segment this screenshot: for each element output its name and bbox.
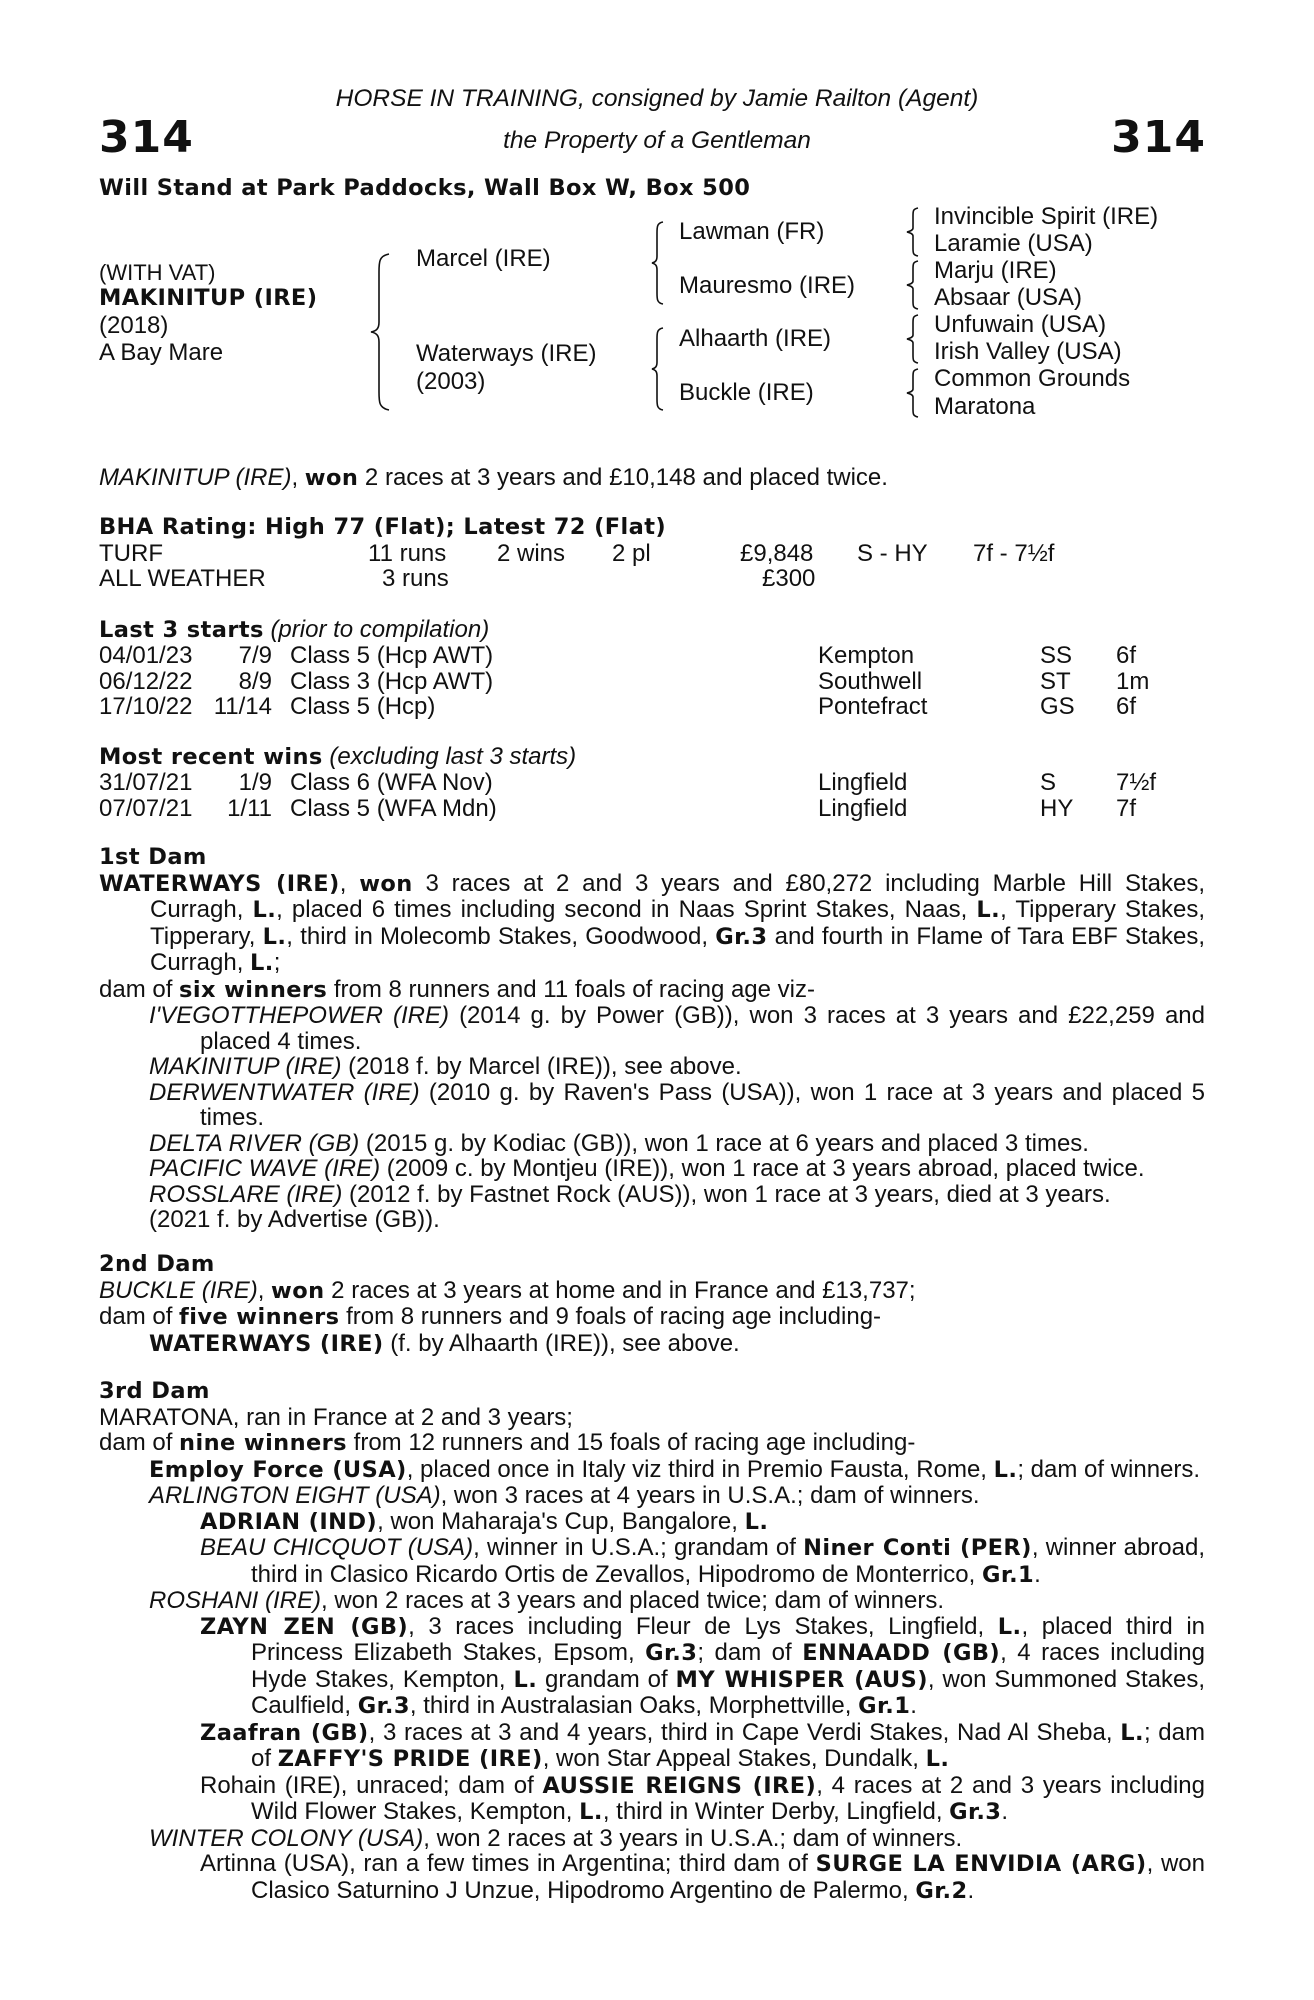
recent-win-course: Lingfield <box>818 794 908 822</box>
sire-dam-sire: Marju (IRE) <box>934 257 1057 284</box>
brace-dam <box>650 326 666 412</box>
last3-course: Pontefract <box>818 693 928 720</box>
last3-dist: 1m <box>1116 667 1150 695</box>
offspring-derwentwater: DERWENTWATER (IRE) (2010 g. by Raven's Pass (USA)), won 1 race at 3 years and placed 5 times. <box>149 1078 1206 1131</box>
last3-pos: 7/9 <box>238 642 272 669</box>
offspring-arlington-eight: ARLINGTON EIGHT (USA), won 3 races at 4 years in U.S.A.; dam of winners. <box>149 1482 980 1509</box>
second-dam-heading: 2nd Dam <box>99 1251 215 1277</box>
first-dam-section <box>99 845 1205 1233</box>
recent-win-pos: 1/11 <box>227 794 272 822</box>
second-dam-produce-summary: dam of five winners from 8 runners and 9 foals of racing age including- <box>99 1303 882 1330</box>
dam-sire-dam: Irish Valley (USA) <box>934 338 1122 365</box>
last3-dist: 6f <box>1116 642 1137 669</box>
grandoffspring-adrian: ADRIAN (IND), won Maharaja's Cup, Bangalore, L. <box>200 1507 769 1535</box>
recent-win-date: 31/07/21 <box>99 769 193 796</box>
last3-going: ST <box>1040 667 1071 695</box>
brace-main <box>369 252 393 412</box>
consignor-line: HORSE IN TRAINING, consigned by Jamie Railton (Agent) <box>335 85 979 112</box>
summary-won: won <box>304 465 359 491</box>
dam-sire: Alhaarth (IRE) <box>679 325 832 352</box>
offspring-2021-filly: (2021 f. by Advertise (GB)). <box>149 1206 440 1233</box>
brace-sire <box>650 220 666 306</box>
sire-sire-dam: Laramie (USA) <box>934 230 1093 257</box>
summary-horse: MAKINITUP (IRE) <box>99 464 292 491</box>
first-dam-produce-summary: dam of six winners from 8 runners and 11 foals of racing age viz- <box>99 975 815 1003</box>
offspring-rosslare: ROSSLARE (IRE) (2012 f. by Fastnet Rock (AUS)), won 1 race at 3 years, died at 3 years. <box>149 1180 1111 1208</box>
brace-ds <box>905 313 921 365</box>
third-dam-record: MARATONA, ran in France at 2 and 3 years; <box>99 1403 573 1431</box>
race-summary: MAKINITUP (IRE), won 2 races at 3 years and £10,148 and placed twice. <box>99 464 888 491</box>
brace-ss <box>905 206 921 258</box>
last3-date: 06/12/22 <box>99 667 193 695</box>
vat-note: (WITH VAT) <box>99 260 216 285</box>
last3-cls: Class 5 (Hcp) <box>290 693 436 720</box>
horse-name: MAKINITUP (IRE) <box>99 285 318 311</box>
offspring-ivegotthepower: I'VEGOTTHEPOWER (IRE) (2014 g. by Power (GB)), won 3 races at 3 years and £22,259 and placed 4 times. <box>149 1002 1205 1055</box>
dam-sire-sire: Unfuwain (USA) <box>934 311 1107 338</box>
sire-dam-dam: Absaar (USA) <box>934 284 1083 311</box>
second-dam-section <box>99 1252 1205 1357</box>
last3-going: SS <box>1040 642 1073 669</box>
recent-win-dist: 7½f <box>1116 769 1157 796</box>
recent-win-going: HY <box>1040 794 1074 822</box>
last3-heading: Last 3 starts (prior to compilation) <box>99 616 490 643</box>
offspring-makinitup: MAKINITUP (IRE) (2018 f. by Marcel (IRE)), see above. <box>149 1053 742 1080</box>
last3-cls: Class 5 (Hcp AWT) <box>290 642 494 669</box>
second-dam-record: BUCKLE (IRE), won 2 races at 3 years at home and in France and £13,737; <box>99 1276 916 1304</box>
third-dam-section <box>99 1379 1205 1904</box>
last3-dist: 6f <box>1116 693 1137 720</box>
dam-dam-dam: Maratona <box>934 393 1036 420</box>
grandoffspring-beau-chicquot: BEAU CHICQUOT (USA), winner in U.S.A.; grandam of Niner Conti (PER), winner abroad, third in Clasico Ricardo Ortis de Zevallos, Hipodromo de Monterrico, Gr.1. <box>200 1534 1205 1588</box>
last3-course: Southwell <box>818 667 923 695</box>
grandoffspring-artinna: Artinna (USA), ran a few times in Argentina; third dam of SURGE LA ENVIDIA (ARG), won Clasico Saturnino J Unzue, Hipodromo Argentino de Palermo, Gr.2. <box>200 1850 1205 1904</box>
lot-number-right: 314 <box>1111 112 1206 163</box>
first-dam-record: WATERWAYS (IRE), won 3 races at 2 and 3 years and £80,272 including Marble Hill Stakes, Curragh, L., placed 6 times including second in Naas Sprint Stakes, Naas, L., Tipperary Stakes, Tipperary, L., third in Molecomb Stakes, Goodwood, Gr.3 and fourth in Flame of Tara EBF Stakes, Curragh, L.; <box>99 869 1206 976</box>
last3-pos: 11/14 <box>213 693 272 720</box>
grandoffspring-rohain: Rohain (IRE), unraced; dam of AUSSIE REIGNS (IRE), 4 races at 2 and 3 years including Wild Flower Stakes, Kempton, L., third in Winter Derby, Lingfield, Gr.3. <box>200 1771 1206 1825</box>
horse-description: A Bay Mare <box>99 339 224 366</box>
brace-dd <box>905 367 921 419</box>
recent-win-dist: 7f <box>1116 794 1137 822</box>
last3-date: 17/10/22 <box>99 693 193 720</box>
bha-rating: BHA Rating: High 77 (Flat); Latest 72 (Flat) <box>99 514 667 540</box>
dam: Waterways (IRE) <box>416 340 597 367</box>
recent-win-cls: Class 5 (WFA Mdn) <box>290 794 497 822</box>
last3-date: 04/01/23 <box>99 642 193 669</box>
sire-sire-sire: Invincible Spirit (IRE) <box>934 203 1159 230</box>
third-dam-heading: 3rd Dam <box>99 1378 210 1404</box>
brace-sd <box>905 259 921 311</box>
offspring-pacific-wave: PACIFIC WAVE (IRE) (2009 c. by Montjeu (IRE)), won 1 race at 3 years abroad, placed twice. <box>149 1155 1145 1182</box>
sire-sire: Lawman (FR) <box>679 218 825 245</box>
last3-cls: Class 3 (Hcp AWT) <box>290 667 494 695</box>
sire: Marcel (IRE) <box>416 245 551 272</box>
last3-pos: 8/9 <box>238 667 272 695</box>
grandoffspring-zayn-zen: ZAYN ZEN (GB), 3 races including Fleur de Lys Stakes, Lingfield, L., placed third in Princess Elizabeth Stakes, Epsom, Gr.3; dam of ENNAADD (GB), 4 races including Hyde Stakes, Kempton, L. grandam of MY WHISPER (AUS), won Summoned Stakes, Caulfield, Gr.3, third in Australasian Oaks, Morphettville, Gr.1. <box>200 1612 1206 1719</box>
dam-year: (2003) <box>416 368 486 395</box>
dam-dam-sire: Common Grounds <box>934 365 1131 392</box>
property-line: the Property of a Gentleman <box>503 127 811 154</box>
stable-location: Will Stand at Park Paddocks, Wall Box W, Box 500 <box>99 175 751 201</box>
offspring-delta-river: DELTA RIVER (GB) (2015 g. by Kodiac (GB)), won 1 race at 6 years and placed 3 times. <box>149 1129 1089 1157</box>
recent-win-course: Lingfield <box>818 769 908 796</box>
third-dam-produce-summary: dam of nine winners from 12 runners and 15 foals of racing age including- <box>99 1429 916 1456</box>
first-dam-heading: 1st Dam <box>99 844 207 870</box>
recent-win-going: S <box>1040 769 1057 796</box>
last3-going: GS <box>1040 693 1075 720</box>
dam-dam: Buckle (IRE) <box>679 379 814 406</box>
recent-wins-heading: Most recent wins (excluding last 3 starts) <box>99 743 577 770</box>
offspring-winter-colony: WINTER COLONY (USA), won 2 races at 3 years in U.S.A.; dam of winners. <box>149 1824 963 1852</box>
recent-win-cls: Class 6 (WFA Nov) <box>290 769 493 796</box>
lot-number-left: 314 <box>99 112 194 163</box>
recent-win-pos: 1/9 <box>238 769 272 796</box>
grandoffspring-zaafran: Zaafran (GB), 3 races at 3 and 4 years, third in Cape Verdi Stakes, Nad Al Sheba, L.; dam of ZAFFY'S PRIDE (IRE), won Star Appeal Stakes, Dundalk, L. <box>200 1718 1205 1772</box>
offspring-roshani: ROSHANI (IRE), won 2 races at 3 years and placed twice; dam of winners. <box>149 1587 944 1614</box>
recent-win-date: 07/07/21 <box>99 794 193 822</box>
offspring-employ-force: Employ Force (USA), placed once in Italy viz third in Premio Fausta, Rome, L.; dam of winners. <box>149 1455 1201 1483</box>
second-dam-offspring-waterways: WATERWAYS (IRE) (f. by Alhaarth (IRE)), see above. <box>149 1329 740 1357</box>
sire-dam: Mauresmo (IRE) <box>679 272 856 299</box>
last3-course: Kempton <box>818 642 915 669</box>
horse-year: (2018) <box>99 312 169 339</box>
